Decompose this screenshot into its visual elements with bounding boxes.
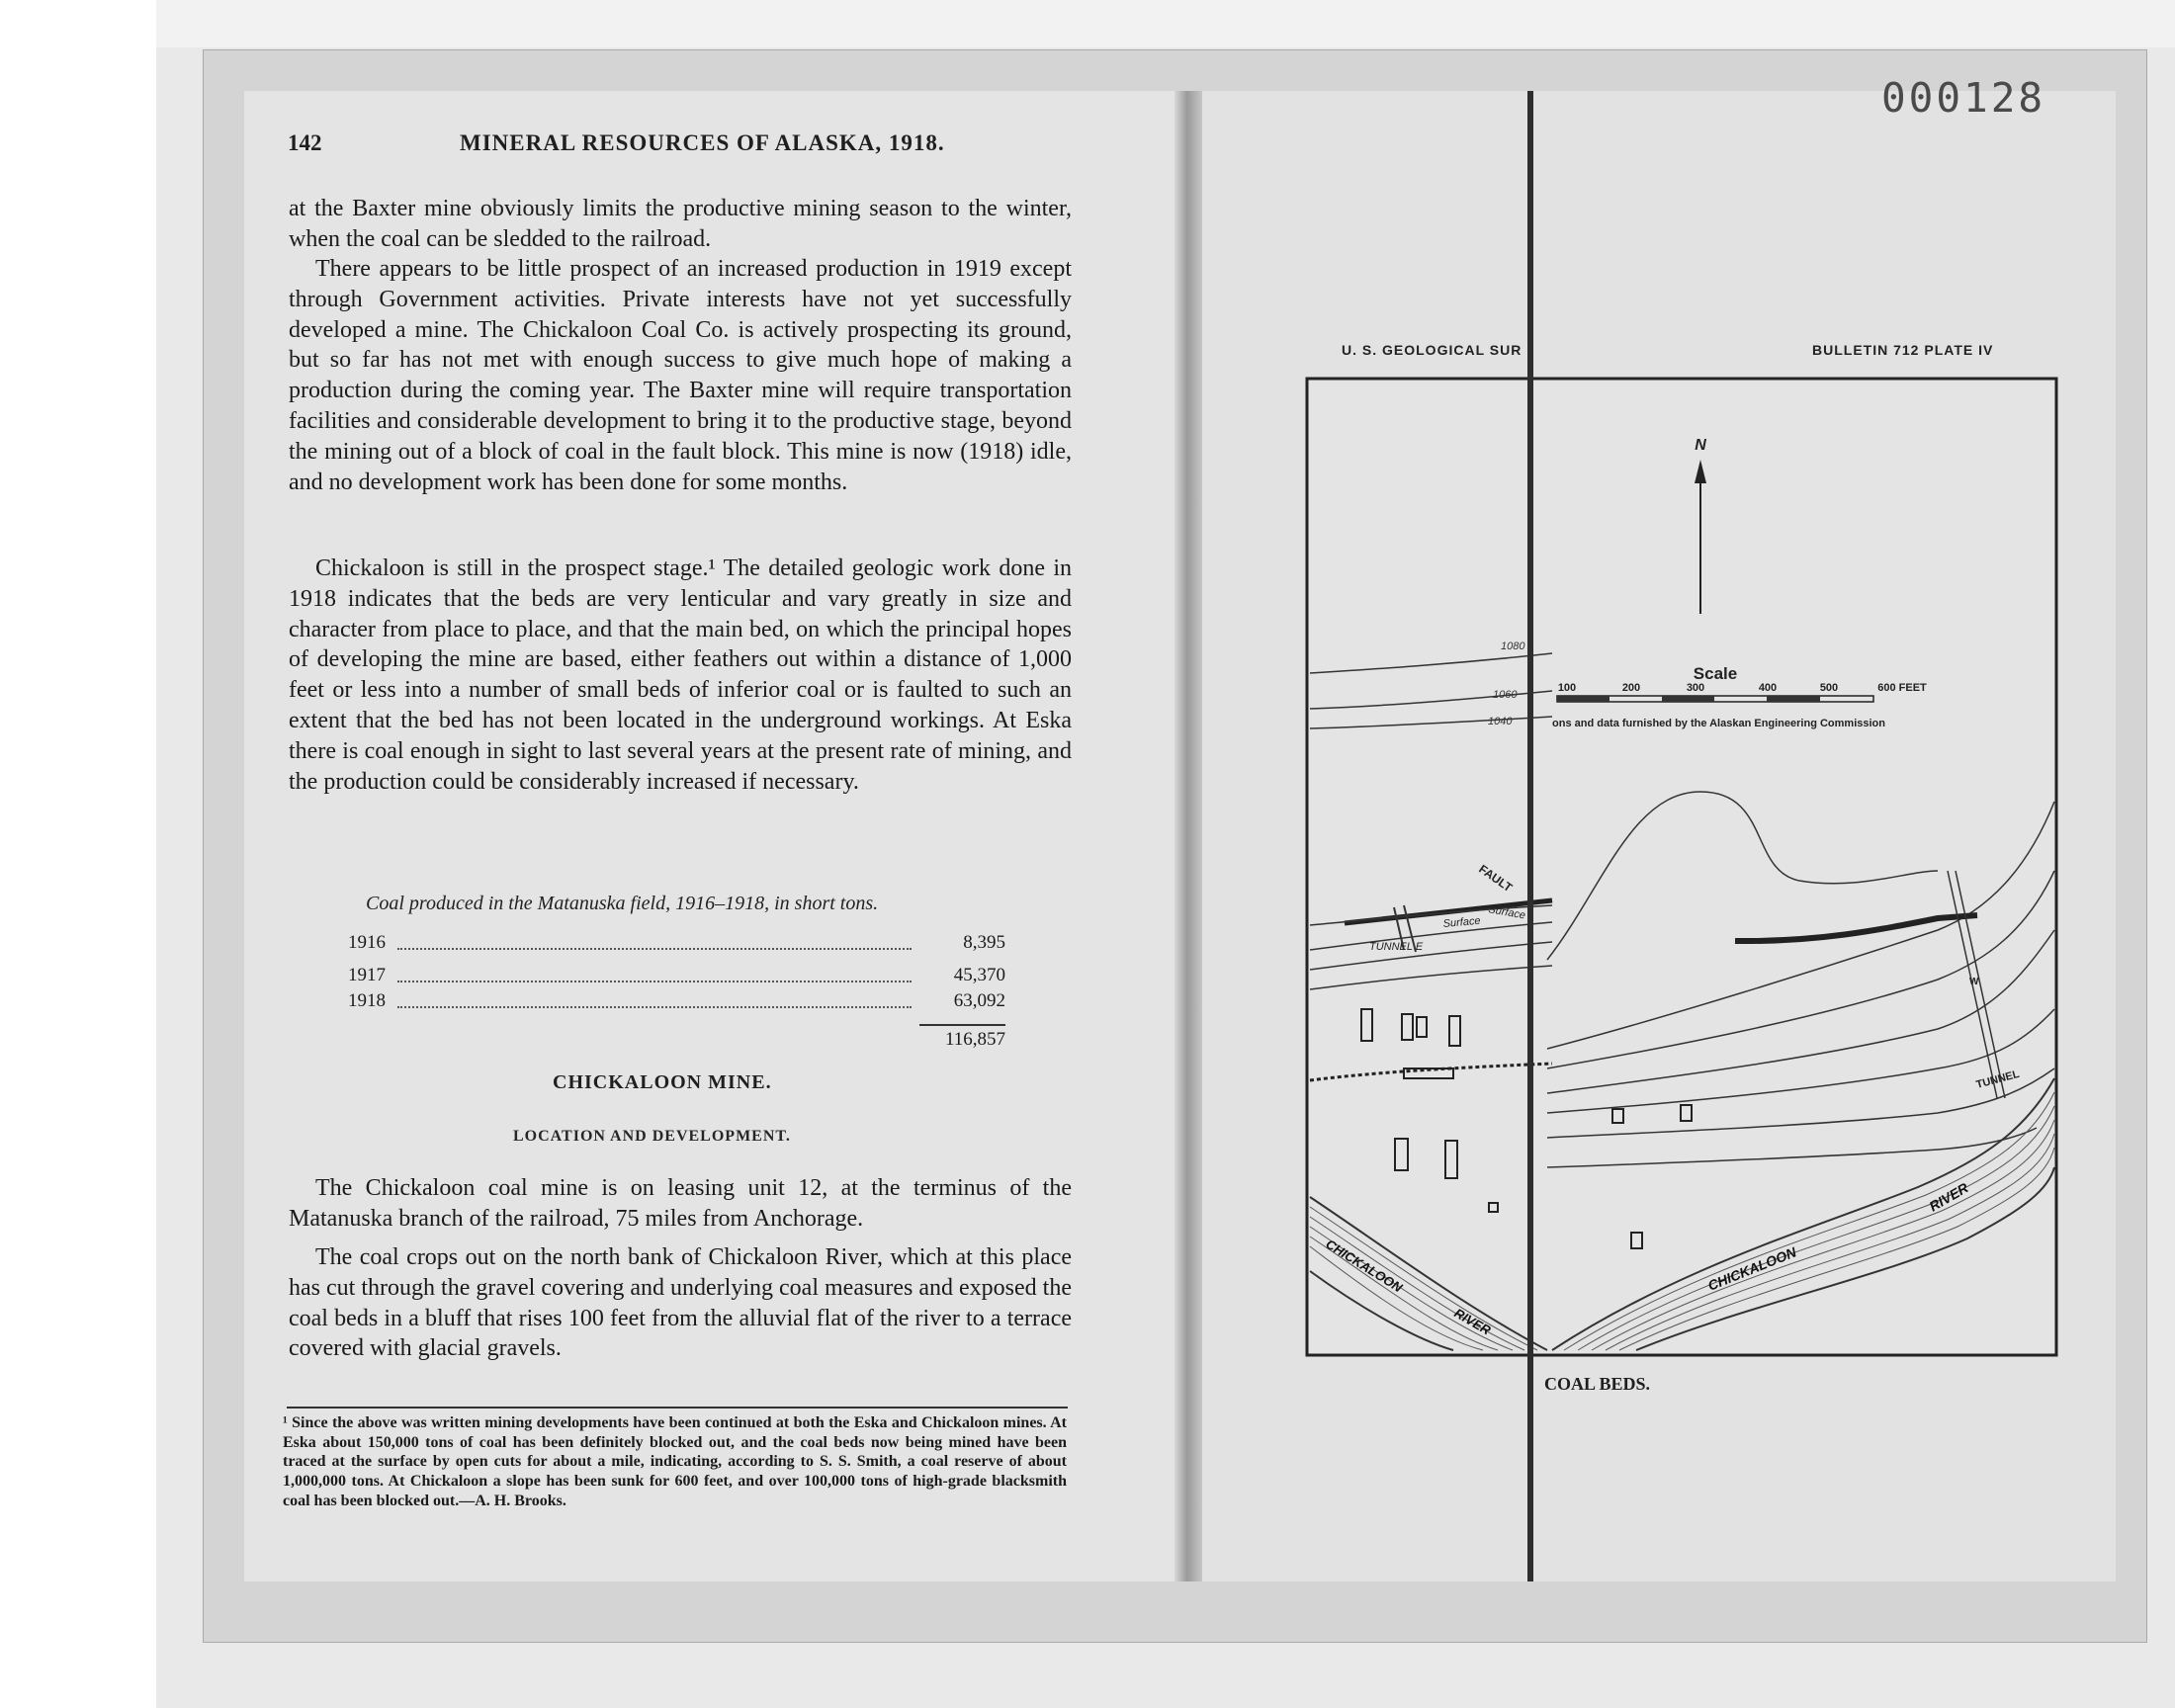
- scale-bar-segment: [1557, 696, 1610, 702]
- scanner-margin: [0, 0, 156, 1708]
- scale-tick-label: 100: [1557, 682, 1577, 694]
- river-label: CHICKALOON: [1705, 1243, 1799, 1294]
- document-stamp-number: 000128: [1881, 74, 2046, 122]
- footnote-rule: [287, 1407, 1068, 1409]
- leader-dots: [397, 1006, 912, 1008]
- river-label: CHICKALOON: [1323, 1236, 1406, 1296]
- map-label-tunnel: TUNNEL: [1974, 1068, 2021, 1091]
- table-year: 1917: [348, 965, 386, 985]
- table-year: 1918: [348, 990, 386, 1011]
- footnote: ¹ Since the above was written mining developments have been continued at both the Eska and Chickaloon mines. At Eska about 150,000 tons of coal has been definitely blocked out, and the coal beds now being mined have been traced at the surface by open cuts for about a mile, indicating, according to S. S. Smith, a coal reserve of about 1,000,000 tons. At Chickaloon a slope has been sunk for 600 feet, and over 100,000 tons of high-grade blacksmith coal has been blocked out.—A. H. Brooks.: [283, 1414, 1067, 1509]
- map-label-surface: Surface: [1487, 903, 1526, 922]
- table-caption: Coal produced in the Matanuska field, 1916–1918, in short tons.: [366, 893, 879, 914]
- map-label-tunnel-e: TUNNEL E: [1369, 941, 1424, 953]
- north-label: N: [1695, 437, 1706, 454]
- scale-title: Scale: [1693, 664, 1738, 683]
- contour-label: 1060: [1493, 689, 1518, 701]
- plate-fold-line: [1527, 91, 1533, 1581]
- table-value: 63,092: [953, 990, 1005, 1011]
- paragraph-4: The Chickaloon coal mine is on leasing unit 12, at the terminus of the Matanuska branch of the railroad, 75 miles from Anchorage.: [289, 1175, 1072, 1232]
- paragraph-3: Chickaloon is still in the prospect stage.¹ The detailed geologic work done in 1918 indicates that the beds are very lenticular and vary greatly in size and character from place to place, and that the main bed, on which the principal hopes of developing the mine are based, either feathers out within a distance of 1,000 feet or less into a number of small beds of inferior coal or is faulted to such an extent that the bed has not been located in the underground workings. At Eska there is coal enough in sight to last several years at the present rate of mining, and the production could be considerably increased if necessary.: [289, 555, 1072, 795]
- table-value: 45,370: [953, 965, 1005, 985]
- scale-tick-label: 200: [1621, 682, 1641, 694]
- coal-beds-map: [1305, 377, 2058, 1357]
- map-caption: COAL BEDS.: [1544, 1374, 1651, 1394]
- scale-tick-label: 600 FEET: [1877, 682, 1927, 694]
- page-number: 142: [288, 130, 322, 155]
- map-label-fault: FAULT: [1476, 861, 1516, 896]
- table-row: [348, 965, 1005, 990]
- river-label: RIVER: [1451, 1305, 1494, 1338]
- table-year: 1916: [348, 932, 386, 953]
- scale-bar-segment: [1767, 696, 1820, 702]
- scale-tick-label: 400: [1758, 682, 1778, 694]
- leader-dots: [397, 981, 912, 982]
- contour-label: 1040: [1488, 716, 1513, 727]
- source-note: ons and data furnished by the Alaskan Engineering Commission: [1552, 718, 1885, 729]
- map-label-w: W: [1969, 977, 1979, 987]
- section-heading: CHICKALOON MINE.: [553, 1071, 772, 1093]
- map-label-surface: Surface: [1442, 914, 1482, 930]
- leader-dots: [397, 948, 912, 950]
- book-gutter: [1174, 91, 1202, 1581]
- table-total-rule: [919, 1024, 1005, 1026]
- scale-tick-label: 500: [1819, 682, 1839, 694]
- scale-bar-segment: [1662, 696, 1714, 702]
- scale-tick-label: 300: [1686, 682, 1705, 694]
- contour-label: 1080: [1501, 640, 1525, 652]
- table-row: [348, 932, 1005, 958]
- running-head: MINERAL RESOURCES OF ALASKA, 1918.: [460, 130, 945, 155]
- paragraph-5: The coal crops out on the north bank of Chickaloon River, which at this place has cut through the gravel covering and underlying coal measures and exposed the coal beds in a bluff that rises 100 feet from the alluvial flat of the river to a terrace covered with glacial gravels.: [289, 1244, 1072, 1362]
- paragraph-2: There appears to be little prospect of an increased production in 1919 except through Government activities. Private interests have not yet successfully developed a mine. The Chickaloon Coal Co. is actively prospecting its ground, but so far has not met with enough success to give much hope of making a production during the coming year. The Baxter mine will require transportation facilities and considerable development to bring it to the productive stage, beyond the mining out of a block of coal in the fault block. This mine is now (1918) idle, and no development work has been done for some months.: [289, 256, 1072, 495]
- river-label: RIVER: [1926, 1179, 1971, 1215]
- plate-header-left: U. S. GEOLOGICAL SUR: [1342, 342, 1522, 358]
- paragraph-1: at the Baxter mine obviously limits the productive mining season to the winter, when the coal can be sledded to the railroad.: [289, 196, 1072, 252]
- table-row: [348, 990, 1005, 1016]
- plate-header-right: BULLETIN 712 PLATE IV: [1812, 342, 1994, 358]
- table-value: 8,395: [963, 932, 1005, 953]
- table-total: 116,857: [944, 1029, 1005, 1050]
- scanner-top-margin: [156, 0, 2175, 47]
- subsection-heading: LOCATION AND DEVELOPMENT.: [513, 1128, 791, 1145]
